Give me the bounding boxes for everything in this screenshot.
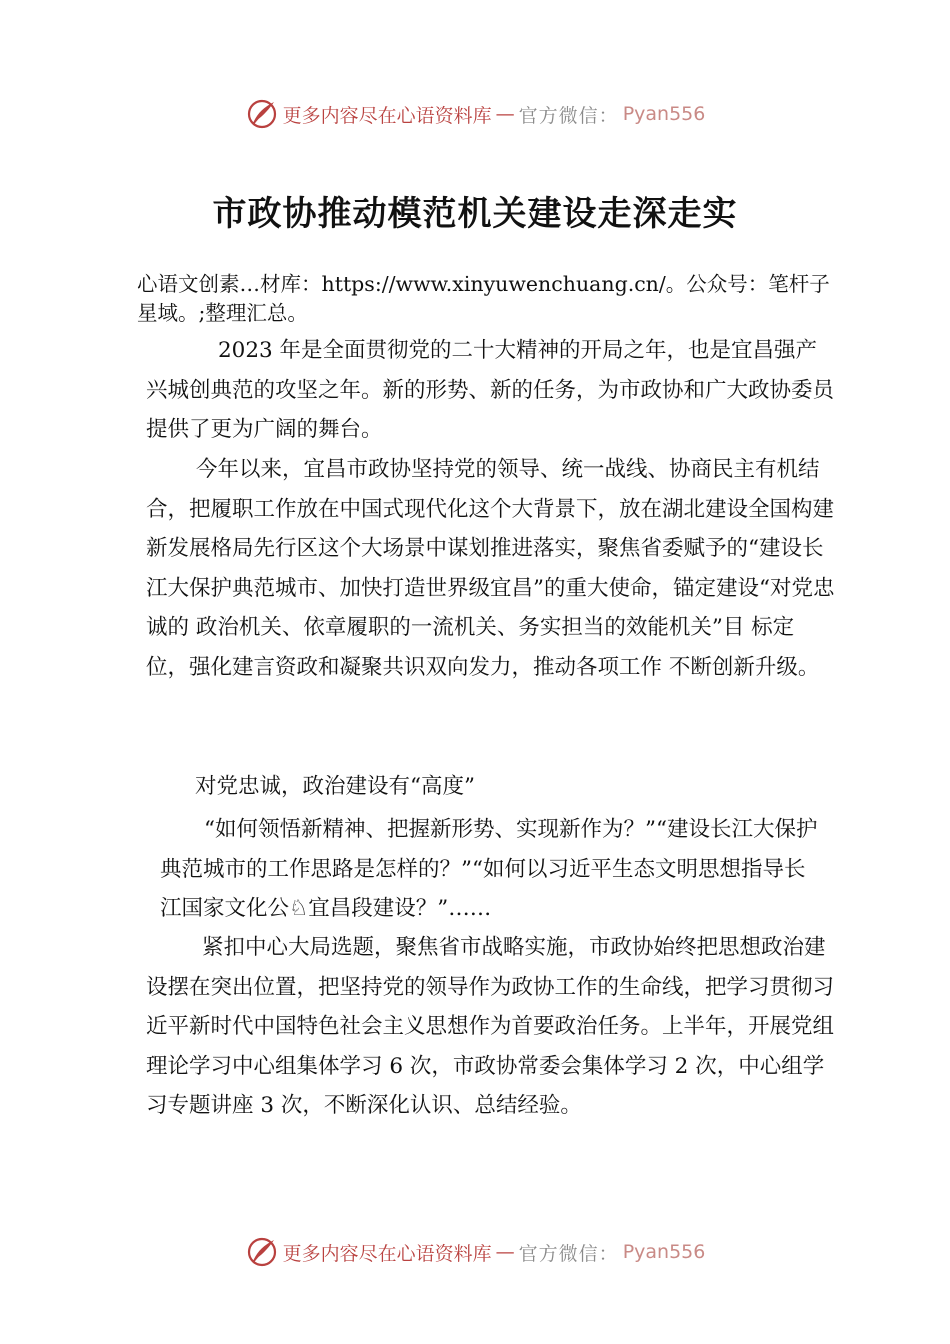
paragraph-3: 紧扣中心大局选题，聚焦省市战略实施，市政协始终把思想政治建设摆在突出位置，把坚持党的领导作为政协工作的生命线，把学习贯彻习近平新时代中国特色社会主义思想作为首要政治任务。上半年，开展党组理论学习中心组集体学习 6 次，市政协常委会集体学习 2 次，中心组学习专题讲座 3 次，不断深化认识、总结经验。 [146, 935, 835, 1118]
quill-logo-icon [245, 1235, 279, 1269]
banner-separator: — [495, 103, 515, 125]
banner-wechat-id: Pyan556 [622, 1241, 706, 1263]
banner-main-text: 更多内容尽在心语资料库 [282, 1242, 492, 1265]
header-banner [0, 94, 950, 134]
banner-separator: — [495, 1241, 515, 1263]
paragraph-1: 2023 年是全面贯彻党的二十大精神的开局之年，也是宜昌强产兴城创典范的攻坚之年。新的形势、新的任务，为市政协和广大政协委员提供了更为广阔的舞台。 [146, 338, 835, 442]
source-note: 心语文创素…材库：https://www.xinyuwenchuang.cn/。公众号：笔杆子星域。;整理汇总。 [137, 272, 830, 325]
paragraph-2: 今年以来，宜昌市政协坚持党的领导、统一战线、协商民主有机结合，把履职工作放在中国式现代化这个大背景下，放在湖北建设全国构建新发展格局先行区这个大场景中谋划推进落实，聚焦省委赋予的“建设长江大保护典范城市、加快打造世界级宜昌”的重大使命，锚定建设“对党忠诚的 政治机关、依章履职的一流机关、务实担当的效能机关”目 标定位，强化建言资政和凝聚共识双向发力，推动各项工作 不断创新升级。 [146, 457, 835, 680]
footer-banner [0, 1232, 950, 1272]
quill-logo-icon [245, 97, 279, 131]
page-title: 市政协推动模范机关建设走深走实 [212, 194, 738, 234]
banner-wechat-id: Pyan556 [622, 103, 706, 125]
banner-main-text: 更多内容尽在心语资料库 [282, 104, 492, 127]
banner-wechat-label: 官方微信： [518, 104, 619, 127]
section-heading: 对党忠诚，政治建设有“高度” [195, 774, 475, 799]
paragraph-quotes: “如何领悟新精神、把握新形势、实现新作为？”“建设长江大保护典范城市的工作思路是怎样的？”“如何以习近平生态文明思想指导长江国家文化公♘宜昌段建设？”…… [160, 817, 818, 921]
banner-wechat-label: 官方微信： [518, 1242, 619, 1265]
